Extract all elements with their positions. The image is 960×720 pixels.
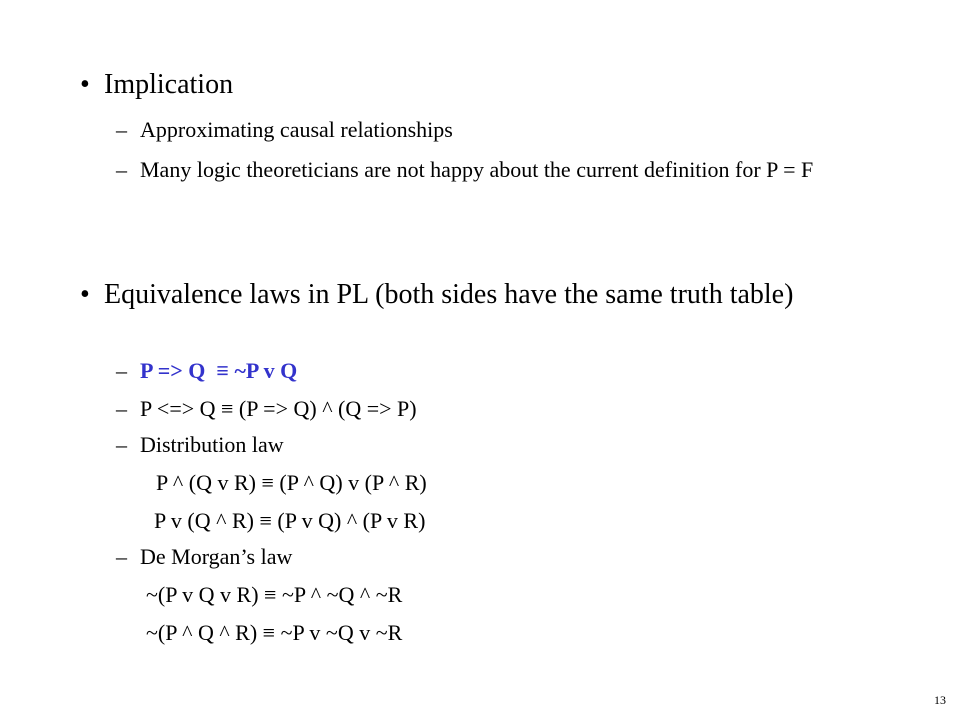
sub-text: P => Q ≡ ~P v Q (140, 358, 298, 383)
page-number: 13 (934, 693, 946, 707)
sub-dash: – (116, 432, 127, 457)
sub-dash: – (116, 157, 127, 182)
sub-text: Distribution law (140, 432, 284, 457)
formula: P v (Q ^ R) ≡ (P v Q) ^ (P v R) (154, 508, 426, 533)
formula: P ^ (Q v R) ≡ (P ^ Q) v (P ^ R) (156, 470, 427, 495)
sub-text: Approximating causal relationships (140, 117, 453, 142)
bullet-heading: Implication (104, 69, 234, 100)
formula: ~(P ^ Q ^ R) ≡ ~P v ~Q v ~R (146, 620, 403, 645)
sub-text: P <=> Q ≡ (P => Q) ^ (Q => P) (140, 396, 417, 421)
sub-dash: – (116, 358, 127, 383)
bullet-heading: Equivalence laws in PL (both sides have the same truth table) (104, 279, 794, 310)
sub-text: De Morgan’s law (140, 544, 293, 569)
bullet-dot: • (80, 279, 90, 310)
sub-dash: – (116, 117, 127, 142)
sub-dash: – (116, 396, 127, 421)
sub-dash: – (116, 544, 127, 569)
bullet-dot: • (80, 69, 90, 100)
sub-text: Many logic theoreticians are not happy about the current definition for P = F (140, 157, 814, 182)
formula: ~(P v Q v R) ≡ ~P ^ ~Q ^ ~R (146, 582, 403, 607)
